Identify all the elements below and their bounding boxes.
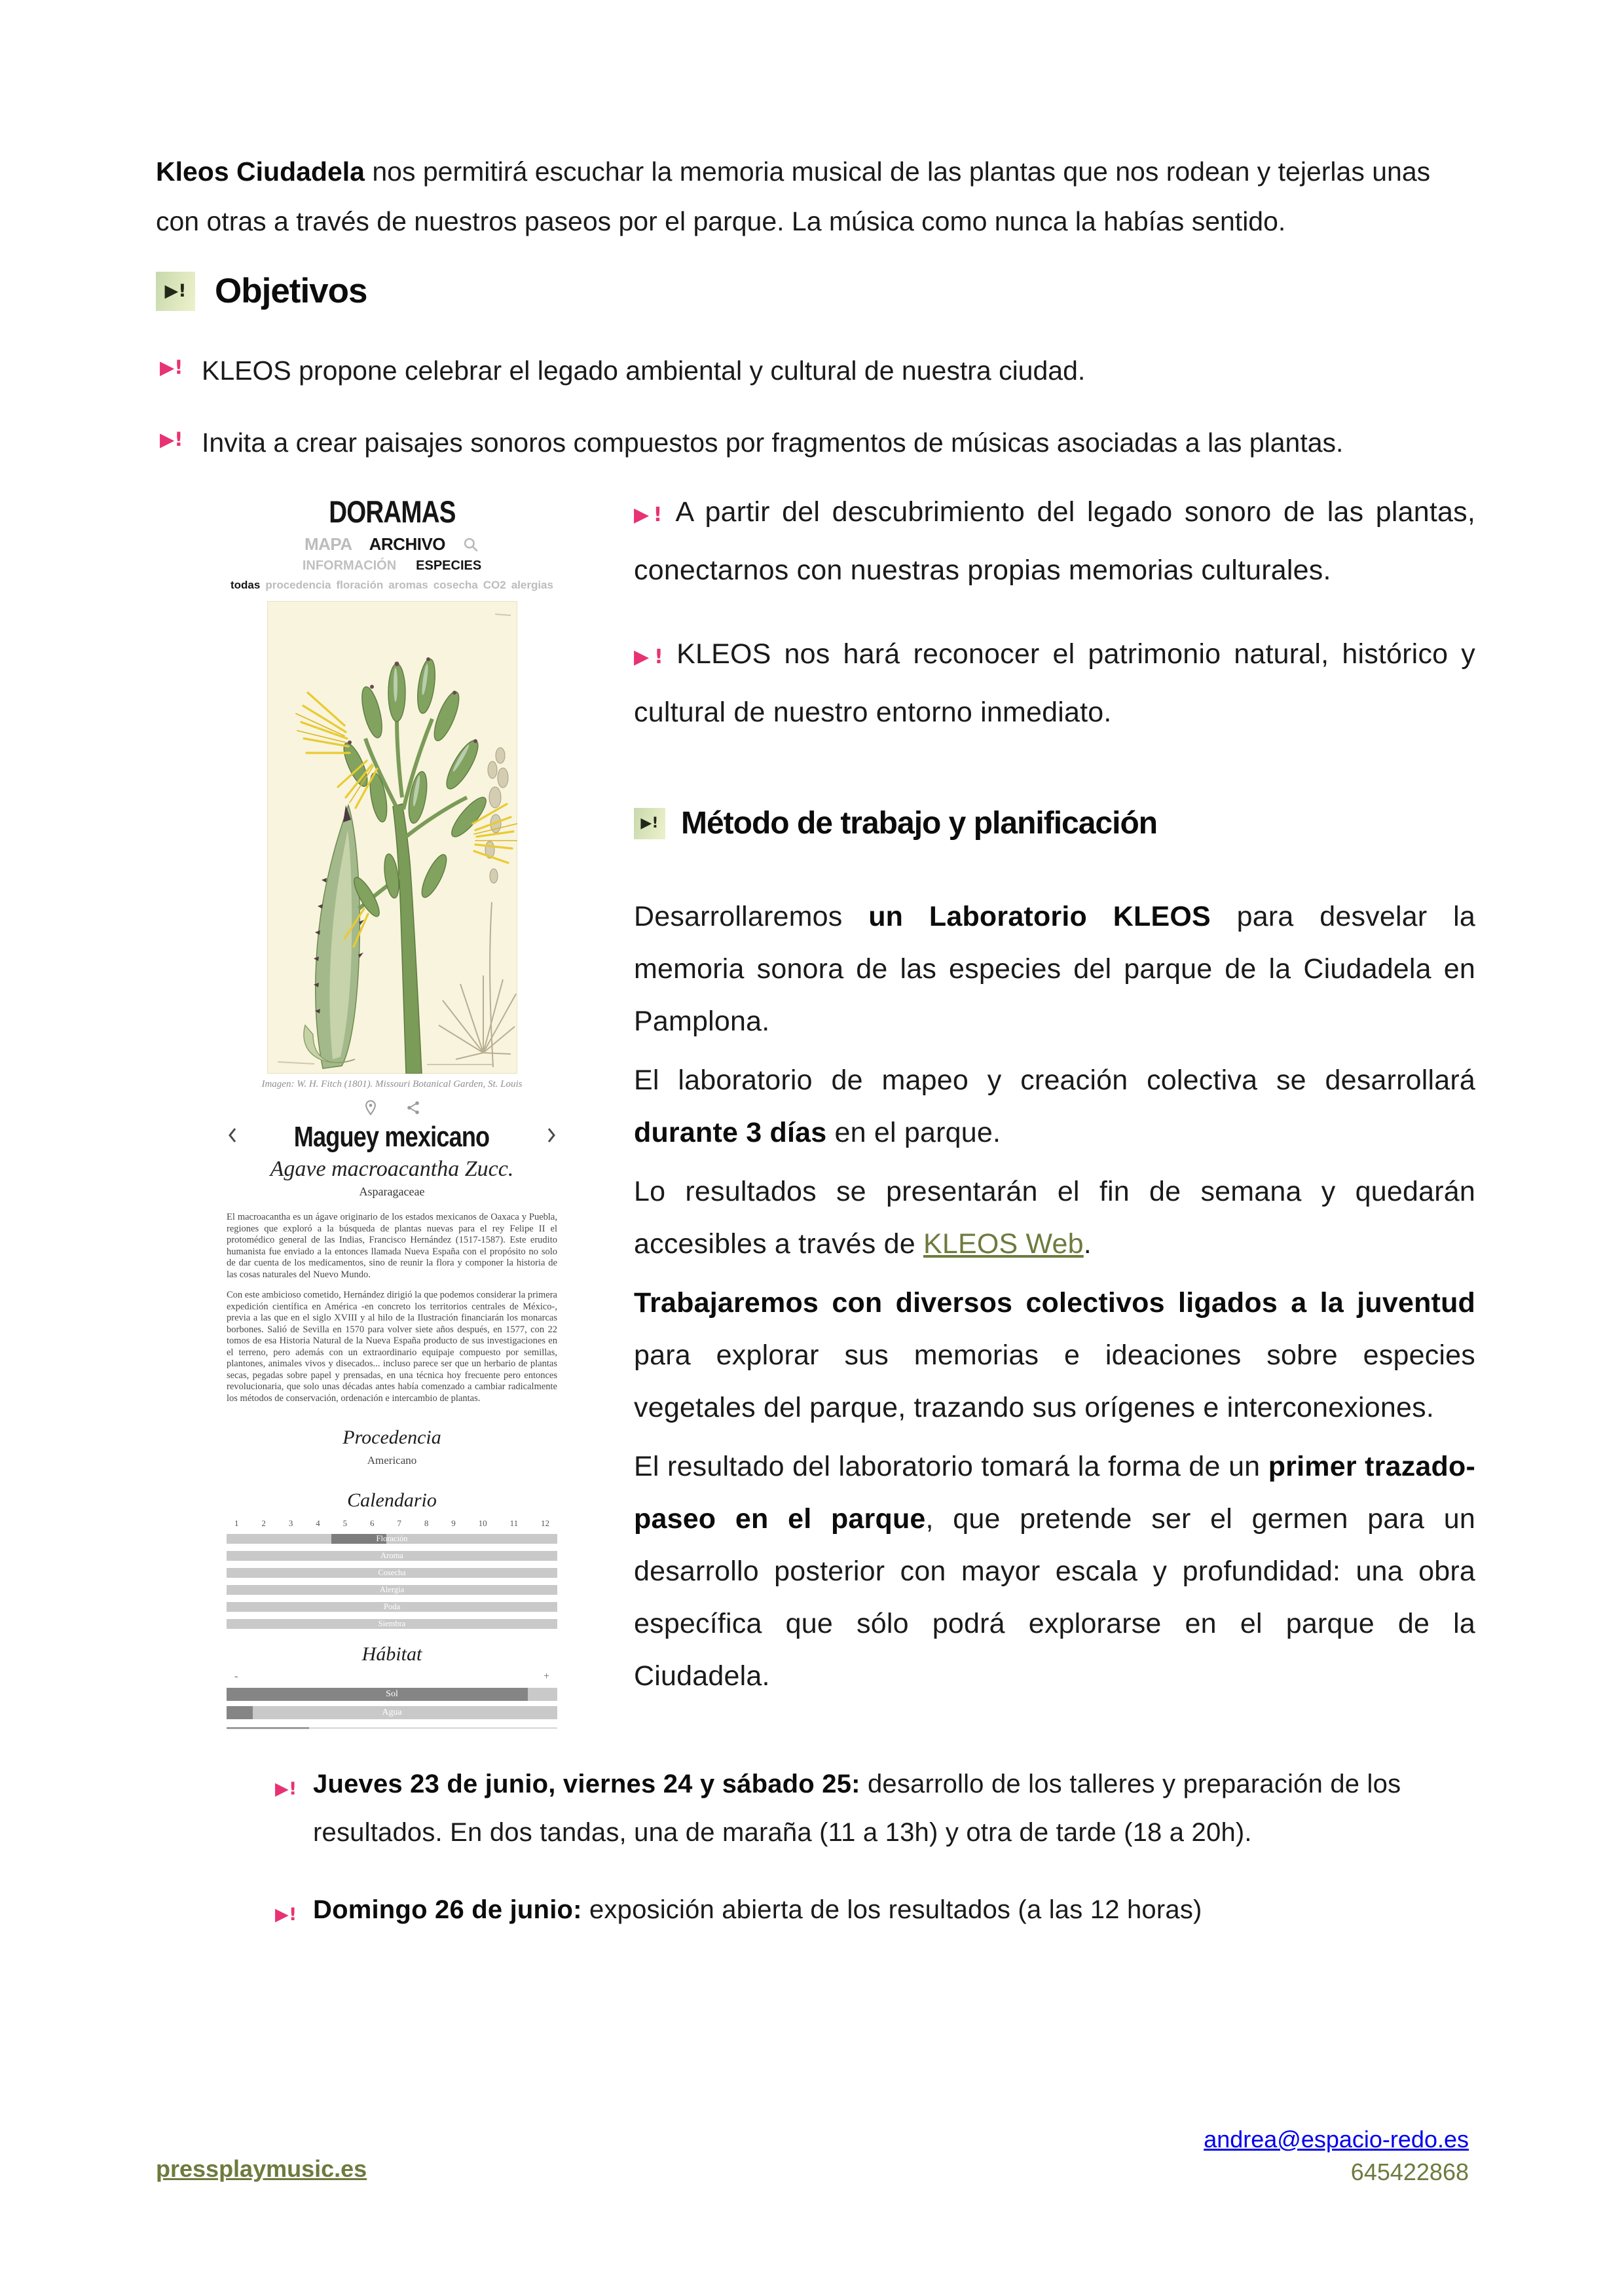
bullet-marker-icon: ▶! — [160, 428, 183, 450]
month-label: 12 — [541, 1518, 549, 1528]
text-run: Desarrollaremos — [634, 901, 869, 932]
species-family: Asparagaceae — [359, 1185, 425, 1198]
species-name-row — [227, 1121, 557, 1153]
bullet-marker-icon: ▶! — [275, 1779, 297, 1799]
tab-especies[interactable]: ESPECIES — [416, 558, 482, 573]
paragraph — [634, 1165, 1475, 1270]
calendar-bar-label: Floración — [376, 1534, 408, 1543]
nav-item-mapa[interactable]: MAPA — [304, 534, 352, 554]
month-label: 7 — [397, 1518, 401, 1528]
botanical-illustration — [267, 601, 517, 1074]
phone-number: 645422868 — [1350, 2159, 1469, 2185]
month-label: 4 — [316, 1518, 320, 1528]
search-icon[interactable] — [462, 536, 479, 553]
share-icon[interactable] — [405, 1100, 421, 1116]
location-pin-icon[interactable] — [363, 1099, 378, 1116]
list-item — [275, 1760, 1454, 1857]
list-item — [160, 424, 1476, 461]
metodo-title: Método de trabajo y planificación — [681, 806, 1158, 841]
bullet-marker-icon: ▶! — [634, 503, 663, 526]
kleos-web-link[interactable]: KLEOS Web — [923, 1228, 1084, 1260]
species-paragraph: Con este ambicioso cometido, Hernández dirigió la que podemos considerar la primera expedición científica en América -en concreto los territorios centrales de México-, previa a las que en el siglo XVIII y al hilo de la Ilustración financiarán los monarcas borbones. Salió de Sevilla en 1570 para volver siete años después, en 1577, con 22 tomos de esa Historia Natural de la Nueva España producto de sus investigaciones en el terreno, pero además con un extraordinario equipaje compuesto por semillas, plantones, animales vivos y disecados... incluso parece ser que un herbario de plantas secas, pegadas sobre papel y prensadas, en una técnica hoy frecuente pero entonces revolucionaria, que solo unas décadas antes había comenzado a cambiar radicalmente los métodos de conservación, ordenación e intercambio de plantas. — [227, 1290, 557, 1404]
filter-procedencia[interactable]: procedencia — [265, 579, 331, 591]
next-species-button[interactable] — [547, 1127, 556, 1144]
filter-alergias[interactable]: alergias — [511, 579, 553, 591]
species-common-name — [227, 1121, 557, 1153]
objetivos-bullet-list — [160, 352, 1476, 496]
calendar-bars — [227, 1534, 557, 1629]
habitat-bar — [227, 1706, 557, 1719]
calendar-bar-label: Poda — [384, 1602, 400, 1611]
procedencia-value: Americano — [367, 1454, 417, 1467]
image-caption: Imagen: W. H. Fitch (1801). Missouri Botanical Garden, St. Louis — [261, 1079, 523, 1089]
pressplaymusic-link[interactable]: pressplaymusic.es — [156, 2155, 367, 2182]
species-paragraph: El macroacantha es un ágave originario de los estados mexicanos de Oaxaca y Puebla, regiones que exploró a la búsqueda de plantas nuevas para el rey Felipe II el protomédico general de las Indias, Francisco Hernández (1517-1587). Este erudito humanista fue enviado a la entonces llamada Nueva España con el propósito no solo de dar cuenta de los medicamentos, sino de reunir la flora y componer la historia de las cosas naturales del Nuevo Mundo. — [227, 1212, 557, 1280]
bold-text-run: primer trazado-paseo en el parque — [634, 1451, 1475, 1535]
bullet-text: A partir del descubrimiento del legado sonoro de las plantas, conectarnos con nuestras propias memorias culturales. — [634, 496, 1475, 586]
tab-informacion[interactable]: INFORMACIÓN — [302, 558, 397, 573]
habitat-scale-min: - — [234, 1671, 238, 1682]
filter-floracion[interactable]: floración — [336, 579, 384, 591]
bullet-text: Invita a crear paisajes sonoros compuestos por fragmentos de músicas asociadas a las plantas. — [202, 428, 1344, 458]
calendar-months-row — [227, 1518, 557, 1529]
list-item — [160, 352, 1476, 389]
filter-todas[interactable]: todas — [231, 579, 261, 591]
month-label: 6 — [370, 1518, 375, 1528]
habitat-scale-max: + — [543, 1671, 549, 1682]
species-action-icons — [227, 1099, 557, 1116]
paragraph — [634, 1440, 1475, 1702]
habitat-bar-label: Sol — [386, 1689, 398, 1699]
paragraph — [634, 1277, 1475, 1434]
list-item — [275, 1886, 1454, 1934]
calendar-bar — [227, 1534, 557, 1544]
calendar-bar-label: Siembra — [378, 1619, 406, 1628]
procedencia-title: Procedencia — [342, 1427, 441, 1448]
calendar-bar-label: Cosecha — [378, 1568, 406, 1577]
app-main-nav — [227, 534, 557, 555]
habitat-bar-label: Agua — [382, 1707, 402, 1717]
schedule-list — [275, 1760, 1454, 1963]
text-run: en el parque. — [826, 1117, 1001, 1148]
list-item — [634, 484, 1475, 598]
species-description — [227, 1212, 557, 1404]
bold-text-run: Trabajaremos con diversos colectivos ligados a la juventud — [634, 1287, 1475, 1319]
habitat-title: Hábitat — [361, 1643, 422, 1665]
text-run: , que pretende ser el germen para un desarrollo posterior con mayor escala y profundidad: una obra específica que sólo podrá explorarse en el parque de la Ciudadela. — [634, 1503, 1475, 1692]
calendar-bar — [227, 1602, 557, 1612]
bullet-text: KLEOS nos hará reconocer el patrimonio natural, histórico y cultural de nuestro entorno inmediato. — [634, 638, 1476, 728]
app-title-text: DORAMAS — [328, 494, 456, 529]
footer-contact — [1204, 2123, 1469, 2189]
bold-text-run: un Laboratorio KLEOS — [868, 901, 1211, 932]
month-label: 5 — [342, 1518, 348, 1528]
previous-species-button[interactable] — [228, 1127, 237, 1144]
month-label: 3 — [288, 1518, 293, 1528]
calendar-bar — [227, 1551, 557, 1561]
text-run: . — [1083, 1228, 1092, 1260]
calendar-bar — [227, 1619, 557, 1629]
calendario-title: Calendario — [347, 1489, 437, 1511]
section-metodo-heading — [634, 797, 1475, 850]
intro-bold: Kleos Ciudadela — [156, 156, 365, 187]
bullet-marker-icon: ▶! — [275, 1904, 297, 1925]
bullet-marker-icon: ▶! — [634, 646, 664, 668]
text-run: Lo resultados se presentarán el fin de semana y quedarán accesibles a través de — [634, 1176, 1475, 1260]
text-run: para desvelar la memoria sonora de las especies del parque de la Ciudadela en Pamplona. — [634, 901, 1475, 1037]
month-label: 9 — [451, 1518, 456, 1528]
habitat-baseline-fill — [227, 1727, 309, 1729]
month-label: 8 — [424, 1518, 429, 1528]
filter-aromas[interactable]: aromas — [388, 579, 428, 591]
app-sub-nav — [227, 558, 557, 574]
calendar-bar — [227, 1568, 557, 1578]
calendar-bar — [227, 1585, 557, 1595]
email-link[interactable]: andrea@espacio-redo.es — [1204, 2126, 1469, 2153]
schedule-text: desarrollo de los talleres y preparación de los resultados. En dos tandas, una de maraña (11 a 13h) y otra de tarde (18 a 20h). — [313, 1770, 1401, 1847]
schedule-text: exposición abierta de los resultados (a las 12 horas) — [581, 1895, 1202, 1924]
nav-item-archivo[interactable]: ARCHIVO — [369, 534, 446, 554]
species-common-name-text: Maguey mexicano — [294, 1121, 490, 1153]
calendar-bar-label: Aroma — [380, 1551, 403, 1560]
bold-text-run: durante 3 días — [634, 1117, 827, 1148]
habitat-bars — [227, 1688, 557, 1719]
habitat-scale — [227, 1671, 557, 1683]
filter-co2[interactable]: CO2 — [483, 579, 506, 591]
species-latin-name: Agave macroacantha Zucc. — [270, 1157, 514, 1181]
app-filter-bar — [227, 579, 557, 592]
doramas-app-screenshot — [227, 495, 557, 1729]
list-item — [634, 627, 1475, 740]
intro-paragraph — [156, 147, 1479, 246]
month-label: 10 — [478, 1518, 487, 1528]
section-marker-icon — [634, 808, 665, 839]
objetivos-title: Objetivos — [215, 272, 367, 310]
text-run: El laboratorio de mapeo y creación colectiva se desarrollará — [634, 1065, 1475, 1096]
bullet-text: KLEOS propone celebrar el legado ambiental y cultural de nuestra ciudad. — [202, 355, 1086, 386]
right-column — [634, 484, 1475, 1709]
paragraph — [634, 890, 1475, 1048]
section-marker-icon — [156, 272, 195, 311]
schedule-date: Domingo 26 de junio: — [313, 1895, 582, 1924]
month-label: 11 — [509, 1518, 519, 1528]
section-objetivos-heading — [156, 271, 367, 311]
habitat-baseline — [227, 1727, 557, 1729]
intro-text: nos permitirá escuchar la memoria musical de las plantas que nos rodean y tejerlas unas con otras a través de nuestros paseos por el parque. La música como nunca la habías sentido. — [156, 156, 1431, 236]
schedule-date: Jueves 23 de junio, viernes 24 y sábado 25: — [313, 1770, 860, 1798]
month-label: 2 — [261, 1518, 266, 1528]
text-run: El resultado del laboratorio tomará la forma de un — [634, 1451, 1268, 1482]
calendar-bar-label: Alergia — [379, 1585, 405, 1594]
text-run: para explorar sus memorias e ideaciones sobre especies vegetales del parque, trazando sus orígenes e interconexiones. — [634, 1339, 1475, 1423]
filter-cosecha[interactable]: cosecha — [433, 579, 478, 591]
habitat-bar — [227, 1688, 557, 1701]
play-exclamation-icon: ▶! — [164, 281, 187, 301]
month-label: 1 — [234, 1518, 239, 1528]
play-exclamation-icon: ▶! — [640, 815, 659, 831]
app-title — [227, 495, 557, 529]
paragraph — [634, 1054, 1475, 1159]
bullet-marker-icon: ▶! — [160, 356, 183, 378]
